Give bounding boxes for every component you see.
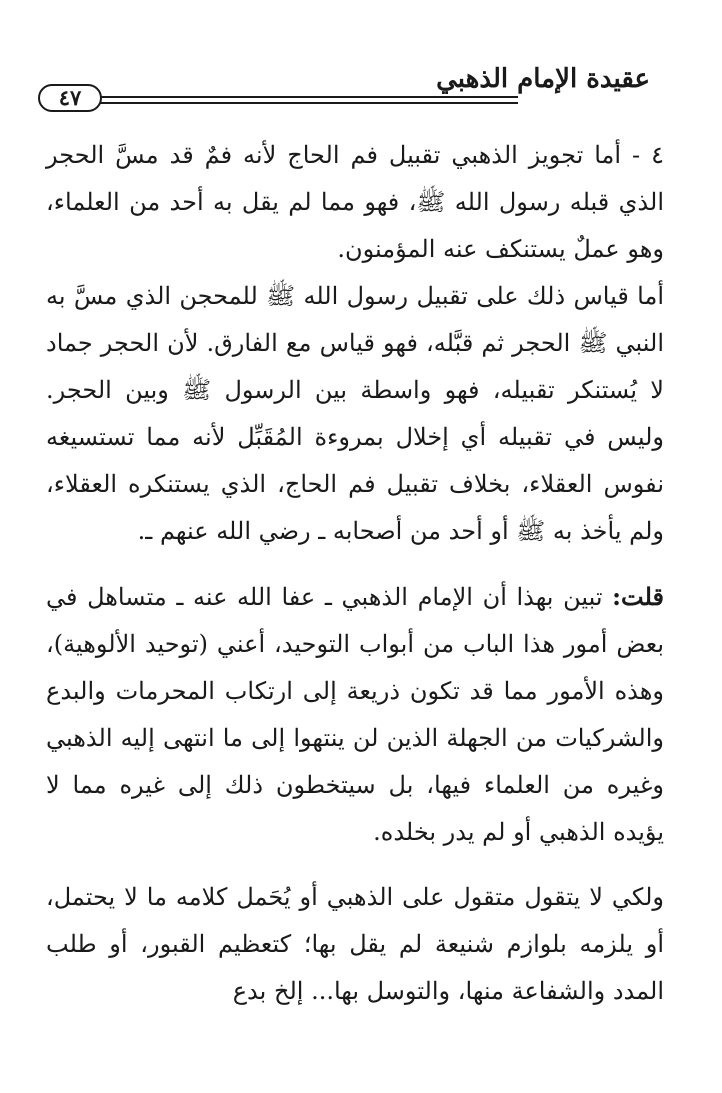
header-rule-top bbox=[100, 96, 518, 98]
page-number: ٤٧ bbox=[38, 84, 102, 112]
paragraph-text: تبين بهذا أن الإمام الذهبي ـ عفا الله عنه ـ متساهل في بعض أمور هذا الباب من أبواب التوحيد، أعني (توحيد الألوهية)، وهذه الأمور مما قد تكون ذريعة إلى ارتكاب المحرمات والبدع والشركيات من الجهلة الذين لن ينتهوا إلى ما انتهى إليه الذهبي وغيره من العلماء فيها، بل سيتخطون ذلك إلى غيره مما لا يؤيده الذهبي أو لم يدر بخلده. bbox=[46, 583, 664, 846]
page-body bbox=[46, 132, 664, 1015]
paragraph-4: ٤ - أما تجويز الذهبي تقبيل فم الحاج لأنه فمٌ قد مسَّ الحجر الذي قبله رسول الله ﷺ، فهو مما لم يقل به أحد من العلماء، وهو عملٌ يستنكف عنه المؤمنون. bbox=[46, 141, 664, 263]
header-rule-bottom bbox=[100, 102, 518, 104]
paragraph-author-note bbox=[46, 573, 664, 856]
page-header bbox=[38, 62, 650, 122]
paragraph-lead: قلت: bbox=[612, 582, 664, 611]
running-title: عقيدة الإمام الذهبي bbox=[436, 64, 650, 94]
paragraph-analogy: أما قياس ذلك على تقبيل رسول الله ﷺ للمحجن الذي مسَّ به النبي ﷺ الحجر ثم قبَّله، فهو قياس مع الفارق. لأن الحجر جماد لا يُستنكر تقبيله، فهو واسطة بين الرسول ﷺ وبين الحجر. وليس في تقبيله أي إخلال بمروءة المُقَبِّل لأنه مما تستسيغه نفوس العقلاء، بخلاف تقبيل فم الحاج، الذي يستنكره العقلاء، ولم يأخذ به ﷺ أو أحد من أصحابه ـ رضي الله عنهم ـ. bbox=[46, 282, 664, 545]
paragraph-continuation: ولكي لا يتقول متقول على الذهبي أو يُحَمل كلامه ما لا يحتمل، أو يلزمه بلوازم شنيعة لم يقل بها؛ كتعظيم القبور، أو طلب المدد والشفاعة منها، والتوسل بها... إلخ بدع bbox=[46, 883, 664, 1005]
